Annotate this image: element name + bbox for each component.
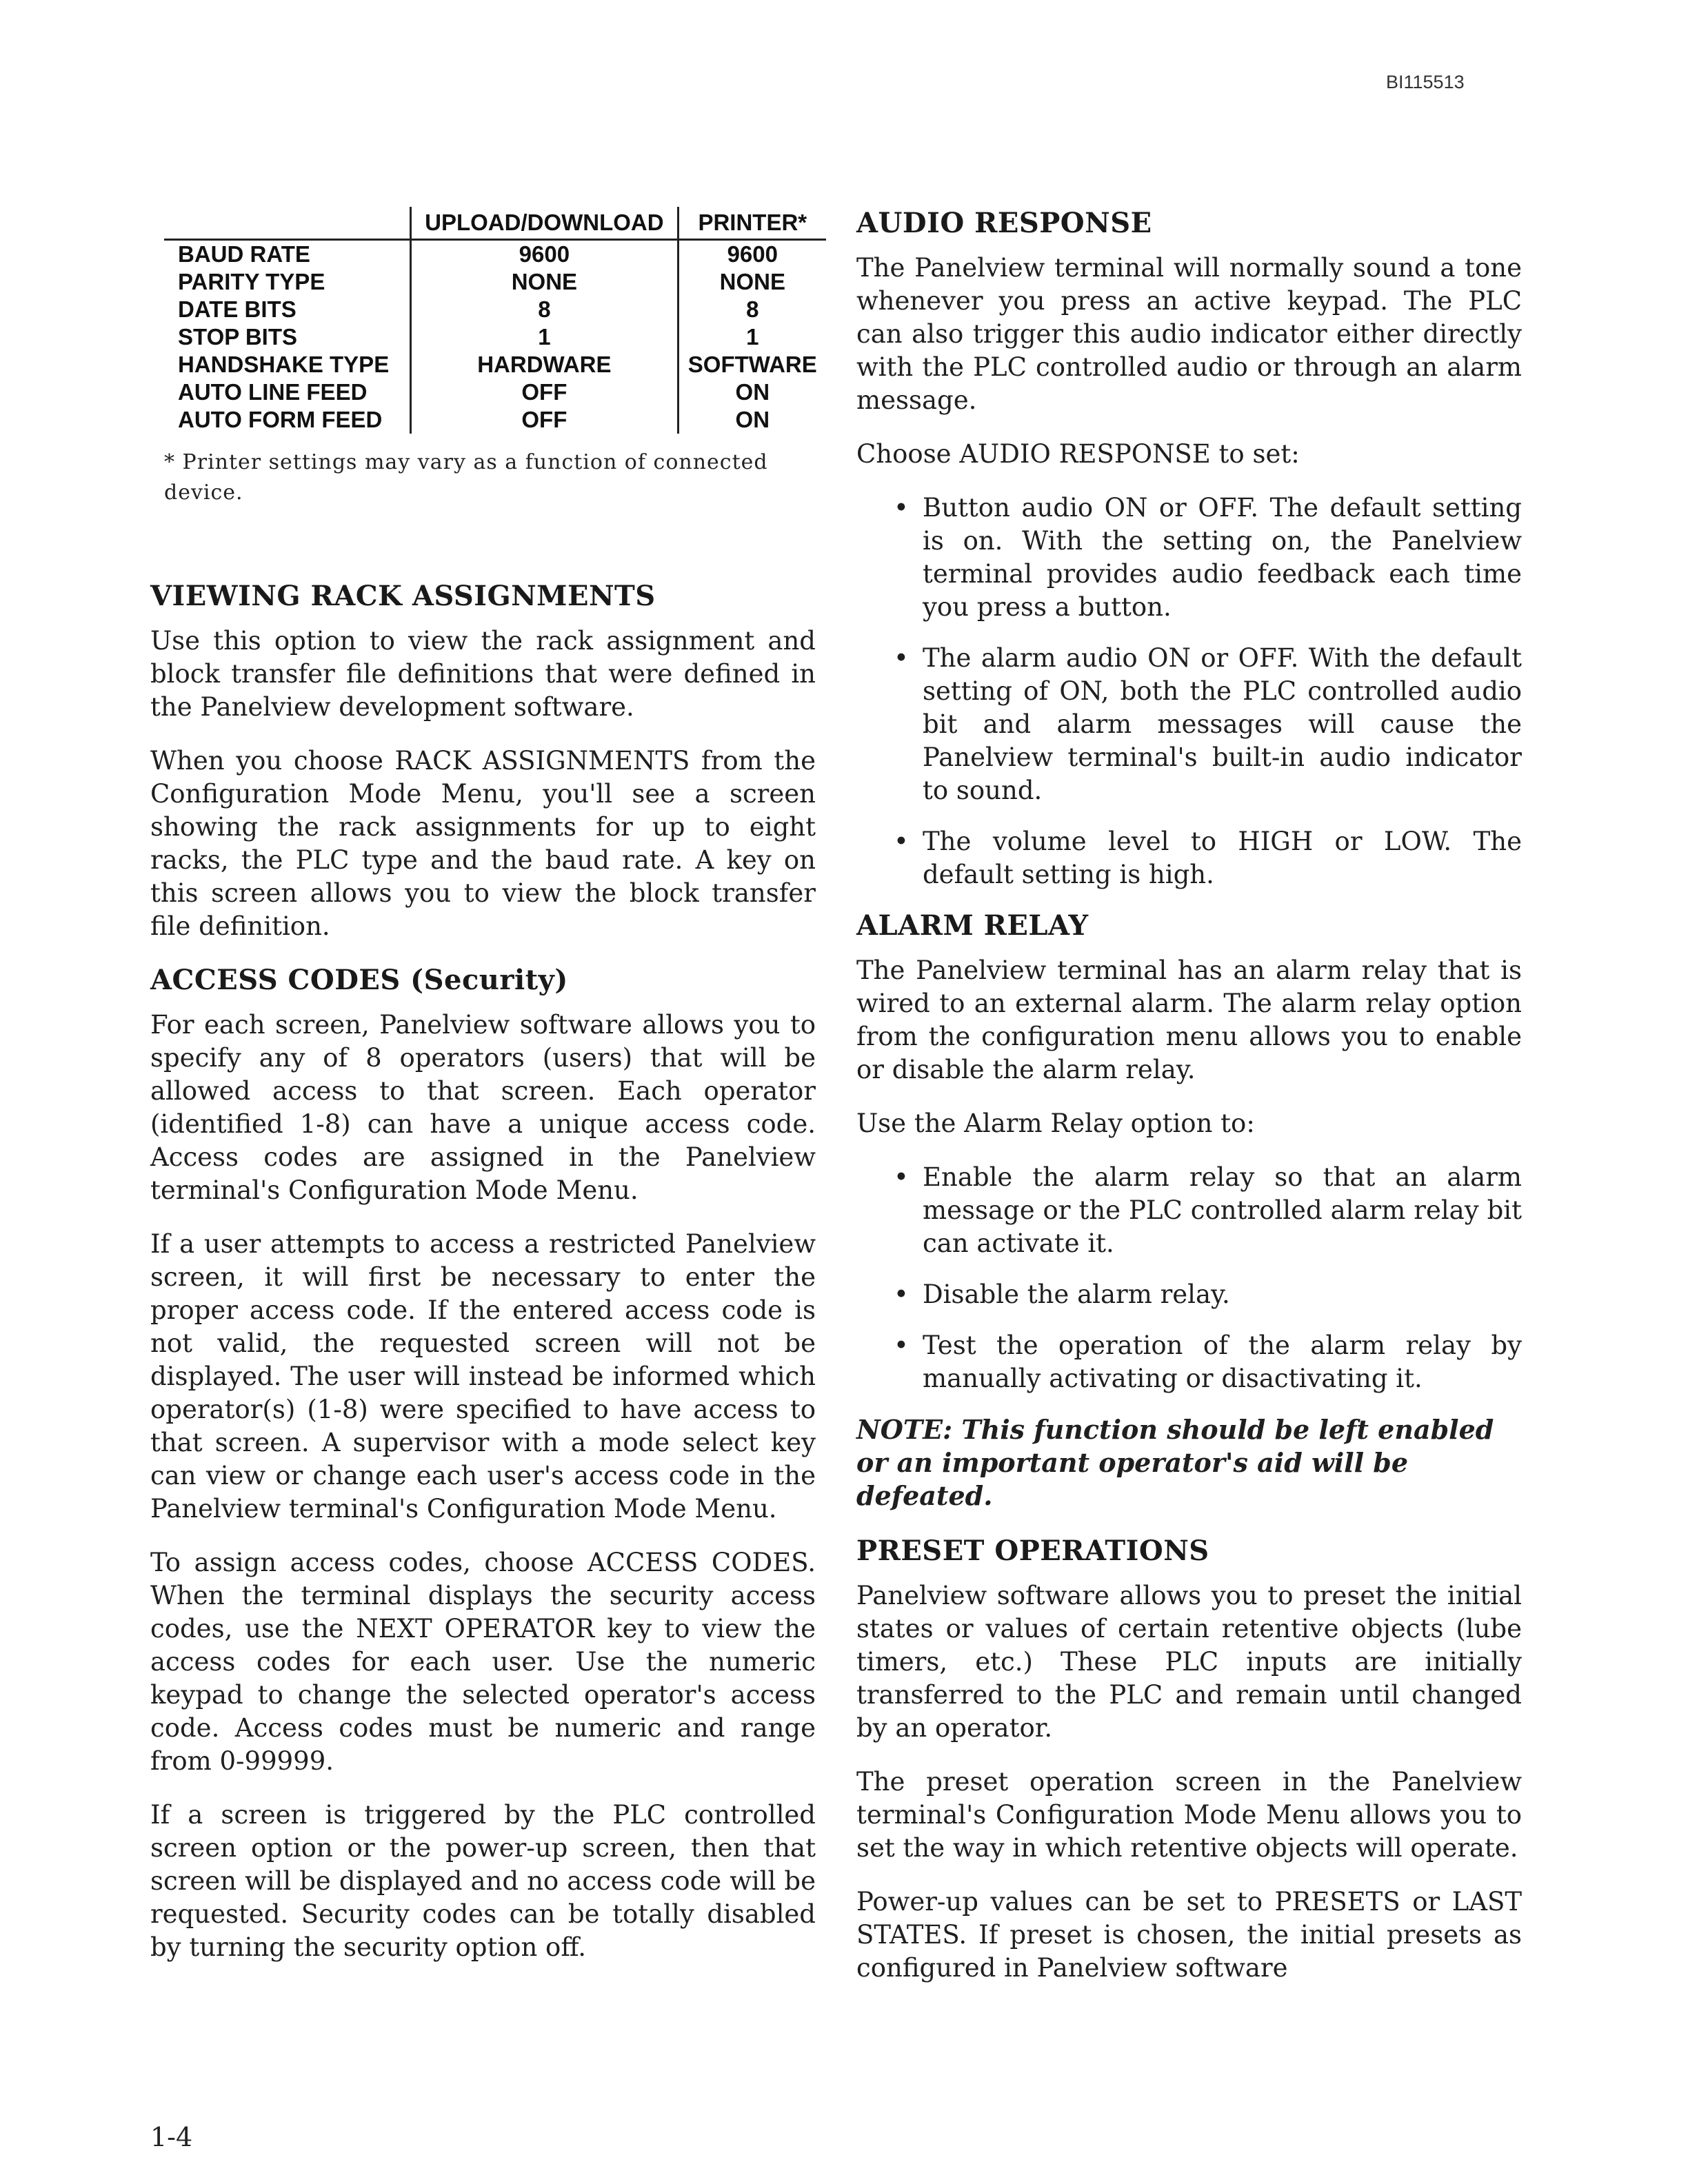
printer-value: NONE — [678, 268, 826, 296]
upload-download-value: 8 — [411, 296, 678, 323]
table-row — [164, 406, 826, 434]
upload-download-value: NONE — [411, 268, 678, 296]
page-number: 1-4 — [150, 2122, 193, 2152]
row-label: STOP BITS — [178, 324, 297, 350]
access-codes-paragraph: For each screen, Panelview software allows you to specify any of 8 operators (users) that will be allowed access to that screen. Each operator (identified 1-8) can have a unique access code. Access codes are assigned in the Panelview terminal's Configuration Mode Menu. — [150, 1010, 816, 1205]
printer-value: 9600 — [678, 240, 826, 269]
table-row — [164, 323, 826, 351]
upload-download-value: OFF — [411, 406, 678, 434]
upload-download-value: 9600 — [411, 240, 678, 269]
printer-value: 1 — [678, 323, 826, 351]
printer-value: 8 — [678, 296, 826, 323]
document-id: BI115513 — [1386, 72, 1465, 92]
printer-value: SOFTWARE — [678, 351, 826, 378]
list-item: • Test the operation of the alarm relay by manually activating or disactivating it. — [856, 1329, 1522, 1395]
left-column — [150, 207, 816, 1985]
table-header-row — [164, 207, 826, 240]
row-label: BAUD RATE — [178, 241, 310, 267]
audio-response-paragraph: The Panelview terminal will normally sound a tone whenever you press an active keypad. The PLC can also trigger this audio indicator either directly with the PLC controlled audio or through an alarm message. — [856, 253, 1522, 415]
right-column — [856, 207, 1522, 2005]
alarm-relay-paragraph: Use the Alarm Relay option to: — [856, 1109, 1255, 1138]
access-codes-paragraph: To assign access codes, choose ACCESS CODES. When the terminal displays the security access codes, use the NEXT OPERATOR key to view the access codes for each user. Use the numeric keypad to change the selected operator's access code. Access codes must be numeric and range from 0-99999. — [150, 1548, 816, 1776]
alarm-relay-paragraph: The Panelview terminal has an alarm relay that is wired to an external alarm. The alarm relay option from the configuration menu allows you to enable or disable the alarm relay. — [856, 956, 1522, 1084]
row-label: PARITY TYPE — [178, 269, 325, 294]
audio-response-paragraph: Choose AUDIO RESPONSE to set: — [856, 439, 1300, 469]
communication-settings-table — [164, 207, 826, 434]
audio-response-heading: AUDIO RESPONSE — [856, 207, 1152, 239]
preset-operations-paragraph: Panelview software allows you to preset the initial states or values of certain retentive objects (lube timers, etc.) These PLC inputs are initially transferred to the PLC and remain until changed by an operator. — [856, 1581, 1522, 1743]
upload-download-value: OFF — [411, 378, 678, 406]
row-label: HANDSHAKE TYPE — [178, 352, 390, 377]
access-codes-paragraph: If a screen is triggered by the PLC controlled screen option or the power-up screen, then that screen will be displayed and no access code will be requested. Security codes can be totally disabled by turning the security option off. — [150, 1800, 816, 1962]
access-codes-paragraph: If a user attempts to access a restricted Panelview screen, it will first be necessary to enter the proper access code. If the entered access code is not valid, the requested screen will not be displayed. The user will instead be informed which operator(s) (1-8) were specified to have access to that screen. A supervisor with a mode select key can view or change each user's access code in the Panelview terminal's Configuration Mode Menu. — [150, 1229, 816, 1524]
row-label: AUTO FORM FEED — [178, 407, 383, 432]
table-row — [164, 351, 826, 378]
rack-assignments-paragraph: When you choose RACK ASSIGNMENTS from the Configuration Mode Menu, you'll see a screen showing the rack assignments for up to eight racks, the PLC type and the baud rate. A key on this screen allows you to view the block transfer file definition. — [150, 746, 816, 941]
rack-assignments-paragraph: Use this option to view the rack assignment and block transfer file definitions that were defined in the Panelview development software. — [150, 626, 816, 722]
alarm-relay-list — [856, 1161, 1522, 1395]
audio-response-list — [856, 492, 1522, 891]
table-row — [164, 268, 826, 296]
alarm-relay-note: NOTE: This function should be left enabled or an important operator's aid will be defeated. — [856, 1414, 1494, 1511]
printer-value: ON — [678, 406, 826, 434]
table-row — [164, 296, 826, 323]
printer-value: ON — [678, 378, 826, 406]
list-item: • The alarm audio ON or OFF. With the default setting of ON, both the PLC controlled audio bit and alarm messages will cause the Panelview terminal's built-in audio indicator to sound. — [856, 642, 1522, 807]
list-item: • Button audio ON or OFF. The default setting is on. With the setting on, the Panelview terminal provides audio feedback each time you press a button. — [856, 492, 1522, 624]
table-header-printer: PRINTER* — [678, 207, 826, 240]
upload-download-value: 1 — [411, 323, 678, 351]
table-row — [164, 378, 826, 406]
preset-operations-paragraph: The preset operation screen in the Panelview terminal's Configuration Mode Menu allows you to set the way in which retentive objects will operate. — [856, 1767, 1522, 1863]
preset-operations-paragraph: Power-up values can be set to PRESETS or LAST STATES. If preset is chosen, the initial presets as configured in Panelview software — [856, 1887, 1522, 1983]
row-label: AUTO LINE FEED — [178, 379, 368, 405]
table-footnote: * Printer settings may vary as a function of connected device. — [164, 450, 768, 505]
upload-download-value: HARDWARE — [411, 351, 678, 378]
list-item: • Disable the alarm relay. — [856, 1278, 1522, 1311]
list-item: • Enable the alarm relay so that an alarm message or the PLC controlled alarm relay bit can activate it. — [856, 1161, 1522, 1260]
access-codes-heading: ACCESS CODES (Security) — [150, 964, 568, 996]
table-row — [164, 240, 826, 269]
rack-assignments-heading: VIEWING RACK ASSIGNMENTS — [150, 580, 656, 612]
list-item: • The volume level to HIGH or LOW. The default setting is high. — [856, 825, 1522, 891]
row-label: DATE BITS — [178, 296, 297, 322]
table-header-upload-download: UPLOAD/DOWNLOAD — [411, 207, 678, 240]
alarm-relay-heading: ALARM RELAY — [856, 909, 1089, 942]
preset-operations-heading: PRESET OPERATIONS — [856, 1535, 1209, 1567]
table-header-blank — [164, 207, 411, 240]
